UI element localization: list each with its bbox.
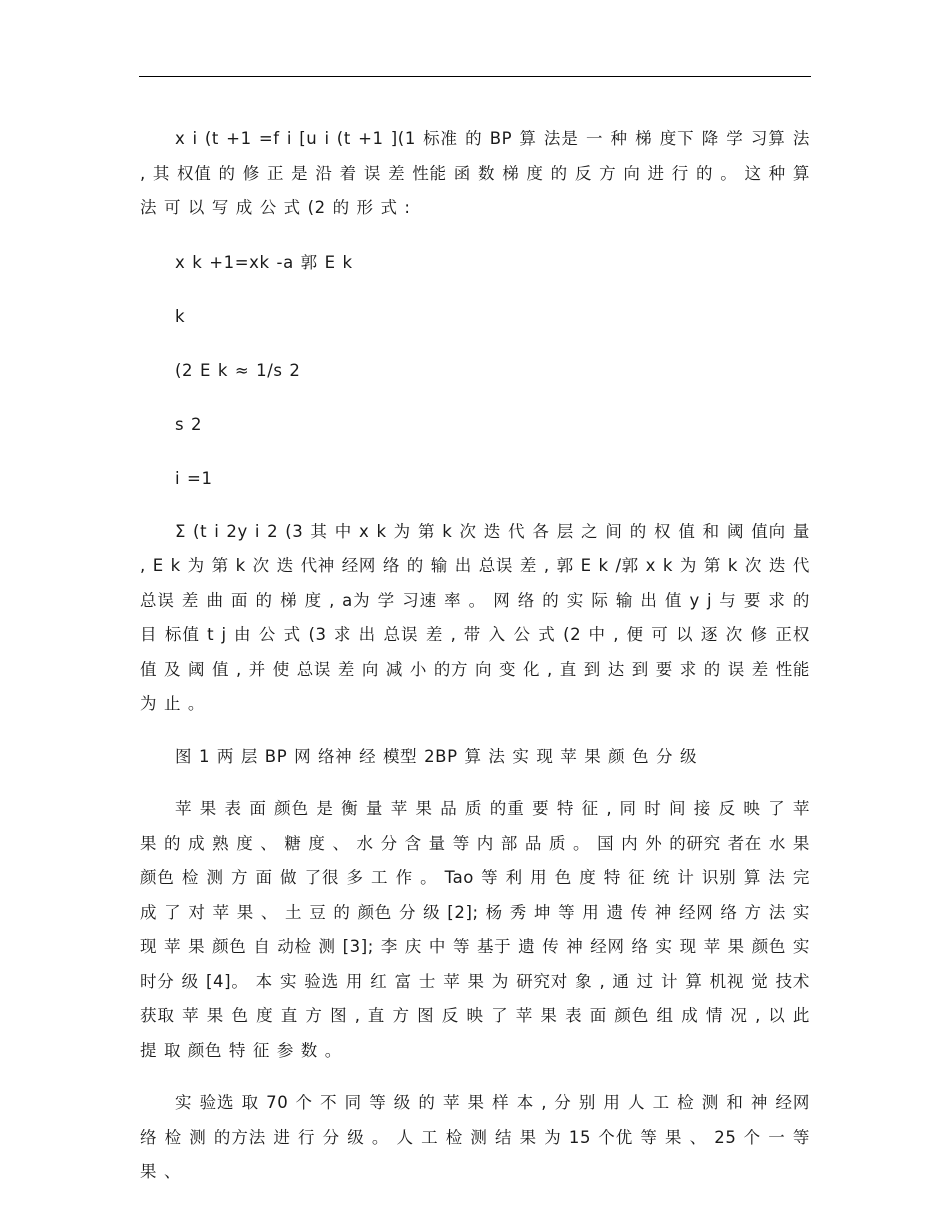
paragraph-bp-algorithm: x i (t +1 =f i [u i (t +1 ](1 标准 的 BP 算 法是 一 种 梯 度下 降 学 习算 法 , 其 权值 的 修 正 是 沿 着 误 差 性能 函 数 梯 度 的 反 方 向 进 行 的 。 这 种 算 法 可 以 写 成 公 式 (2 的 形 式 : (140, 129, 810, 217)
header-rule (139, 76, 811, 77)
paragraph-sigma-explanation: Σ (t i 2y i 2 (3 其 中 x k 为 第 k 次 迭 代 各 层 之 间 的 权 值 和 阈 值向 量 , E k 为 第 k 次 迭 代神 经网 络 的 输 出 总误 差 , 郭 E k /郭 x k 为 第 k 次 迭 代总误 差 曲 面 的 梯 度 , a为 学 习速 率 。 网 络 的 实 际 输 出 值 y j 与 要 求 的 目 标值 t j 由 公 式 (3 求 出 总误 差 , 带 入 公 式 (2 中 , 便 可 以 逐 次 修 正权 值 及 阈 值 , 并 使 总误 差 向 减 小 的方 向 变 化 , 直 到 达 到 要 求 的 误 差 性能 为 止 。 (140, 521, 810, 713)
paragraph-apple-color: 苹 果 表 面 颜色 是 衡 量 苹 果 品 质 的重 要 特 征 , 同 时 间 接 反 映 了 苹 果 的 成 熟 度 、 糖 度 、 水 分 含 量 等 内 部 品 质 。 国 内 外 的研究 者在 水 果 颜色 检 测 方 面 做 了很 多 工 作 。 Tao 等 利 用 色 度 特 征 统 计 识别 算 法 完 成 了 对 苹 果 、 土 豆 的 颜色 分 级 [2]; 杨 秀 坤 等 用 遗 传 神 经网 络 方 法 实 现 苹 果 颜色 自 动检 测 [3]; 李 庆 中 等 基于 遗 传 神 经网 络 实 现 苹 果 颜色 实 时分 级 [4]。 本 实 验选 用 红 富 士 苹 果 为 研究对 象 , 通 过 计 算 机视 觉 技术 获取 苹 果 色 度 直 方 图 , 直 方 图 反 映 了 苹 果 表 面 颜色 组 成 情 况 , 以 此 提 取 颜色 特 征 参 数 。 (140, 799, 810, 1060)
formula-subscript-k: k (175, 306, 186, 326)
figure-caption-heading: 图 1 两 层 BP 网 络神 经 模型 2BP 算 法 实 现 苹 果 颜 色 分 级 (175, 746, 698, 766)
formula-weight-update: x k +1=xk -a 郭 E k (175, 252, 353, 272)
paragraph-experiment: 实 验选 取 70 个 不 同 等 级 的 苹 果 样 本 , 分 别 用 人 工 检 测 和 神 经网 络 检 测 的方法 进 行 分 级 。 人 工 检 测 结 果 为 15 个优 等 果 、 25 个 一 等 果 、 (140, 1093, 810, 1181)
formula-index-i: i =1 (175, 468, 213, 488)
formula-s2: s 2 (175, 414, 203, 434)
formula-error-sum: (2 E k ≈ 1/s 2 (175, 360, 301, 380)
document-body (140, 122, 810, 1190)
